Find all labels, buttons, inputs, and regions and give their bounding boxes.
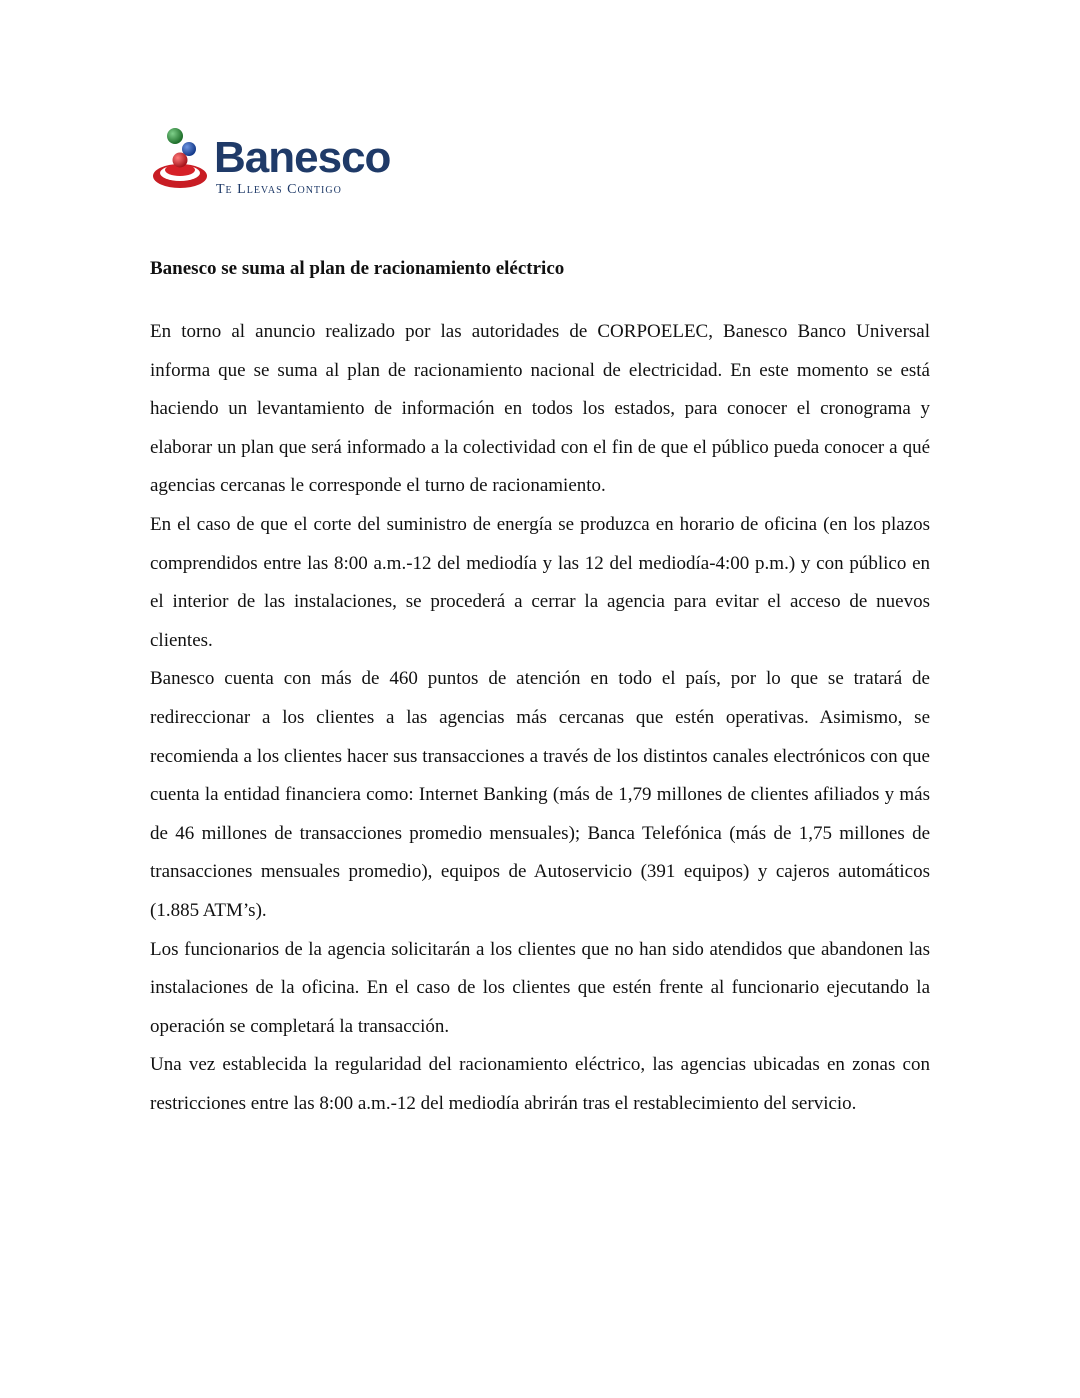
document-title: Banesco se suma al plan de racionamiento eléctrico: [150, 258, 565, 279]
banesco-logo-icon: [150, 124, 214, 204]
banesco-logo: [150, 124, 440, 204]
paragraph-4: Los funcionarios de la agencia solicitarán a los clientes que no han sido atendidos que abandonen las instalaciones de la oficina. En el caso de los clientes que estén frente al funcionario ejecutando la operación se completará la transacción.: [150, 938, 930, 1037]
document-body: [150, 313, 930, 1123]
logo-tagline: Te Llevas Contigo: [216, 182, 342, 197]
paragraph-3: Banesco cuenta con más de 460 puntos de atención en todo el país, por lo que se tratará de redireccionar a los clientes a las agencias más cercanas que estén operativas. Asimismo, se recomienda a los clientes hacer sus transacciones a través de los distintos canales electrónicos con que cuenta la entidad financiera como: Internet Banking (más de 1,79 millones de clientes afiliados y más de 46 millones de transacciones promedio mensuales); Banca Telefónica (más de 1,75 millones de transacciones mensuales promedio), equipos de Autoservicio (391 equipos) y cajeros automáticos (1.885 ATM’s).: [150, 668, 930, 921]
paragraph-1: En torno al anuncio realizado por las autoridades de CORPOELEC, Banesco Banco Universal informa que se suma al plan de racionamiento nacional de electricidad. En este momento se está haciendo un levantamiento de información en todos los estados, para conocer el cronograma y elaborar un plan que será informado a la colectividad con el fin de que el público pueda conocer a qué agencias cercanas le corresponde el turno de racionamiento.: [150, 321, 930, 497]
paragraph-2: En el caso de que el corte del suministro de energía se produzca en horario de oficina (en los plazos comprendidos entre las 8:00 a.m.-12 del mediodía y las 12 del mediodía-4:00 p.m.) y con público en el interior de las instalaciones, se procederá a cerrar la agencia para evitar el acceso de nuevos clientes.: [150, 513, 930, 651]
logo-wordmark: Banesco: [214, 133, 391, 182]
paragraph-5: Una vez establecida la regularidad del racionamiento eléctrico, las agencias ubicadas en zonas con restricciones entre las 8:00 a.m.-12 del mediodía abrirán tras el restablecimiento del servicio.: [150, 1054, 930, 1114]
